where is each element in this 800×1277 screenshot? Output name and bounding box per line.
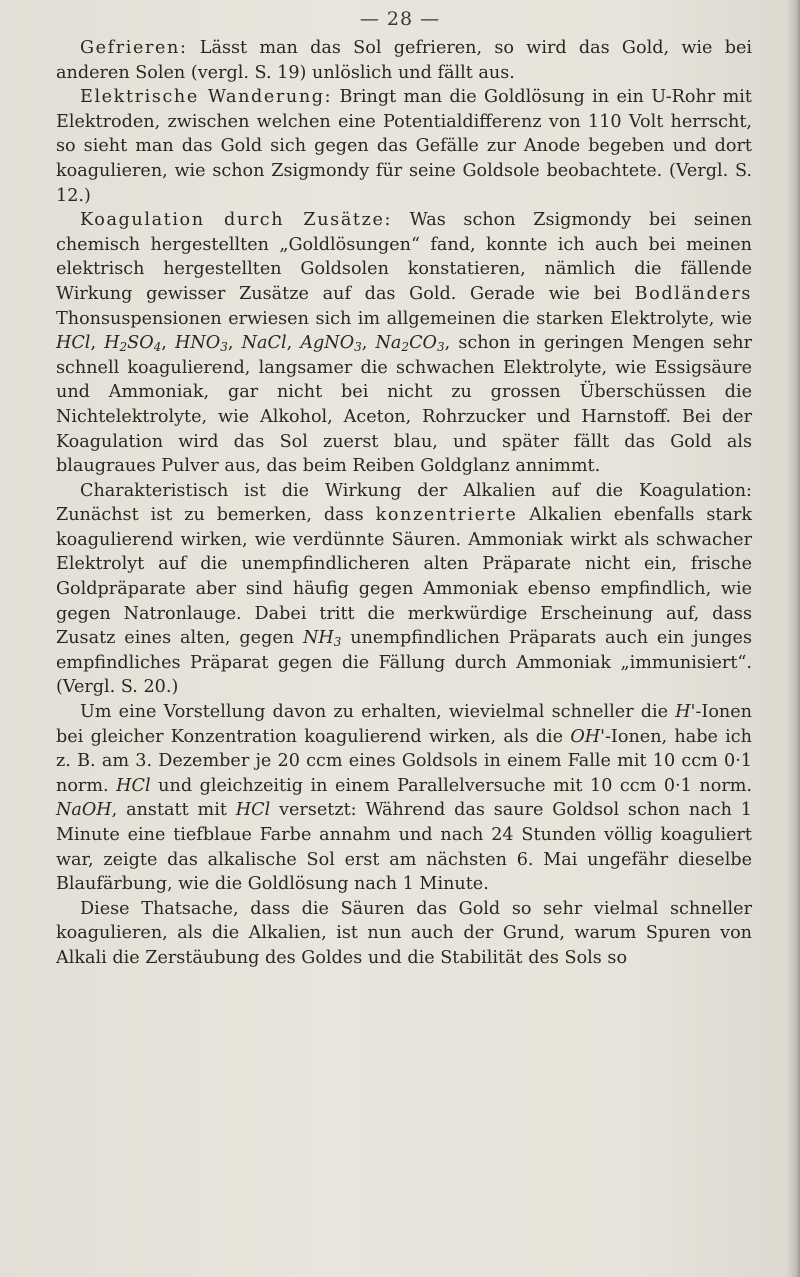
- paragraph-text: , schon in geringen Mengen sehr schnell koagulierend, langsamer die schwachen Elektrolyte, wie Essigsäure und Ammoniak, gar nicht bei nicht zu grossen Überschüssen die Nichtelektrolyte, wie Alkohol, Aceton, Rohrzucker und Harnstoff. Bei der Koagulation wird das Sol zuerst blau, und später fällt das Gold als blaugraues Pulver aus, das beim Reiben Goldglanz annimmt.: [56, 333, 753, 477]
- paragraph-text: versetzt: Während das saure Goldsol schon nach 1 Minute eine tiefblaue Farbe annahm und nach 24 Stunden völlig koaguliert war, zeigte das alkalische Sol erst am nächsten 6. Mai ungefähr dieselbe Blaufärbung, wie die Goldlösung nach 1 Minute.: [56, 800, 752, 895]
- formula-naoh: NaOH: [56, 800, 112, 821]
- paragraph-text: Alkalien ebenfalls stark koagulierend wirken, wie verdünnte Säuren. Ammoniak wirkt als schwacher Elektrolyt auf die unempfindlicheren alten Präparate nicht ein, frische Goldpräparate aber sind häufig gegen Ammoniak ebenso empfindlich, wie gegen Natronlauge. Dabei tritt die merkwürdige Erscheinung auf, dass Zusatz eines alten, gegen: [56, 505, 752, 649]
- separator: ,: [286, 333, 301, 354]
- paragraph-text: , anstatt mit: [111, 800, 236, 821]
- paragraph-heading: Elektrische Wanderung:: [80, 87, 333, 108]
- formula-h2so4: $H_2SO_4$: [104, 333, 162, 355]
- paragraph-text: und gleichzeitig in einem Parallelversuche mit 10 ccm 0·1 norm.: [150, 775, 753, 796]
- paragraph-ionen-versuch: [56, 700, 752, 897]
- page-number: — 28 —: [359, 8, 441, 30]
- separator: ,: [361, 333, 376, 354]
- paragraph-elektrische-wanderung: [56, 85, 752, 208]
- paragraph-text: -Ionen bei gleicher Konzentration koagulierend wirken, als die: [56, 702, 752, 747]
- paragraph-text: -Ionen, habe ich z. B. am 3. Dezember je 20 ccm eines Goldsols in einem Falle mit 10 ccm 0·1 norm.: [56, 726, 752, 796]
- body-text: [56, 36, 752, 971]
- formula-na2co3: $Na_2CO_3$: [375, 333, 445, 355]
- formula-agno3: AgNO$_3$: [300, 333, 362, 355]
- paragraph-gefrieren: [56, 36, 752, 85]
- formula-nh3: $NH_3$: [302, 628, 342, 650]
- page-edge-shadow: [786, 0, 800, 1277]
- formula-hno3: $HNO_3$: [175, 333, 228, 355]
- paragraph-text: Diese Thatsache, dass die Säuren das Gold so sehr vielmal schneller koagulieren, als die Alkalien, ist nun auch der Grund, warum Spuren von Alkali die Zerstäubung des Goldes und die Stabilität des Sols so: [56, 898, 752, 968]
- separator: ,: [227, 333, 242, 354]
- paragraph-text: Was schon Zsigmondy bei seinen chemisch hergestellten „Goldlösungen“ fand, konnte ich auch bei meinen elektrisch hergestellten Goldsolen konstatieren, nämlich die fällende Wirkung gewisser Zusätze auf das Gold. Gerade wie bei: [56, 210, 752, 304]
- paragraph-text: unempfindlichen Präparats auch ein junges empfindliches Präparat gegen die Fällung durch Ammoniak „immunisiert“. (Vergl. S. 20.): [56, 628, 752, 698]
- paragraph-text: Lässt man das Sol gefrieren, so wird das Gold, wie bei anderen Solen (vergl. S. 19) unlöslich und fällt aus.: [56, 38, 752, 83]
- formula-hcl: HCl: [235, 800, 271, 821]
- paragraph-heading: Gefrieren:: [80, 38, 188, 58]
- paragraph-alkalien: [56, 479, 752, 700]
- formula-h-ion: H': [675, 702, 696, 723]
- paragraph-koagulation-zusaetze: [56, 208, 752, 479]
- paragraph-text: Thonsuspensionen erwiesen sich im allgemeinen die starken Elektrolyte, wie: [56, 308, 752, 329]
- author-name: Bodländers: [634, 283, 752, 304]
- separator: ,: [90, 333, 105, 354]
- paragraph-text: Charakteristisch ist die Wirkung der Alkalien auf die Koagulation: Zunächst ist zu bemerken, dass: [56, 480, 752, 526]
- separator: ,: [161, 333, 176, 354]
- paragraph-heading: Koagulation durch Zusätze:: [80, 210, 392, 231]
- formula-oh-ion: OH': [570, 726, 605, 747]
- formula-hcl: HCl: [56, 333, 91, 354]
- paragraph-text: Bringt man die Goldlösung in ein U-Rohr mit Elektroden, zwischen welchen eine Potentialdifferenz von 110 Volt herrscht, so sieht man das Gold sich gegen das Gefälle zur Anode begeben und dort koagulieren, wie schon Zsigmondy für seine Goldsole beobachtete. (Vergl. S. 12.): [56, 87, 752, 206]
- formula-nacl: NaCl: [241, 333, 287, 354]
- paragraph-text: Um eine Vorstellung davon zu erhalten, wievielmal schneller die: [80, 702, 676, 723]
- formula-hcl: HCl: [116, 775, 151, 796]
- emphasis-konzentrierte: konzentrierte: [375, 505, 518, 526]
- paragraph-thatsache: [56, 897, 752, 971]
